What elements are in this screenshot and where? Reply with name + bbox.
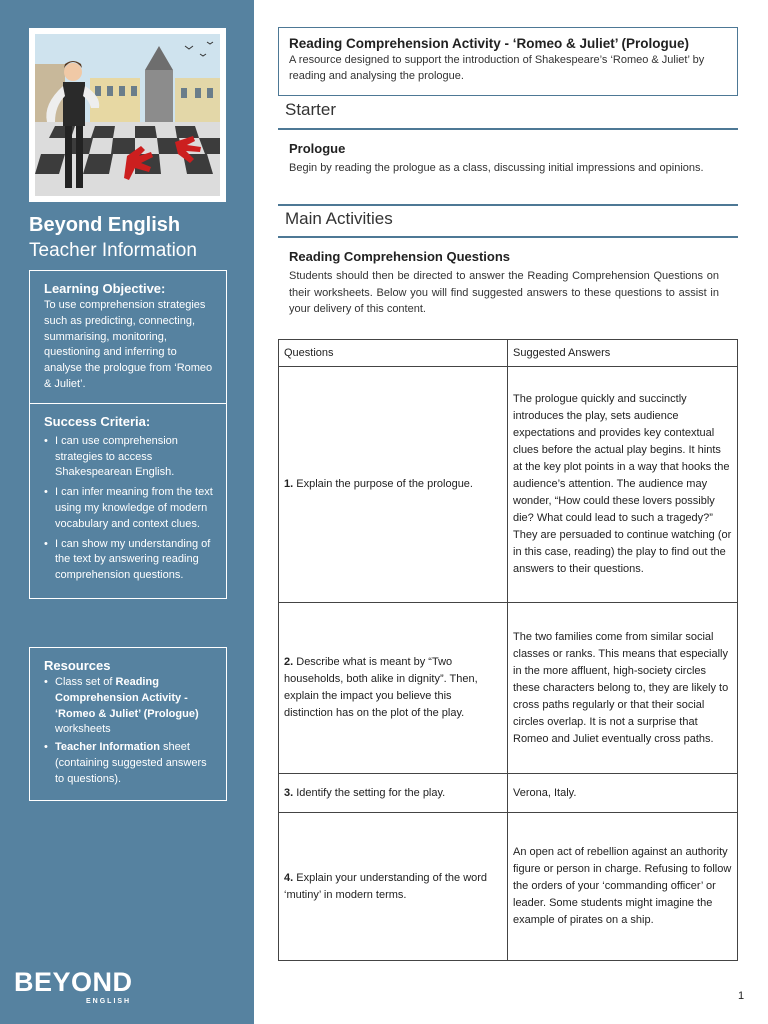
title-box [278,27,738,96]
divider [278,128,738,130]
success-criteria-item: • I can infer meaning from the text using my knowledge of modern vocabulary and context clues. [44,485,216,532]
rc-questions-heading: Reading Comprehension Questions [289,249,511,264]
main-activities-heading [278,204,738,238]
column-header-questions: Questions [279,340,508,367]
page-description: A resource designed to support the introduction of Shakespeare’s ‘Romeo & Juliet’ by reading and analysing the prologue. [289,54,705,82]
resources-heading: Resources [44,658,111,673]
success-criteria-item: • I can use comprehension strategies to access Shakespearean English. [44,434,216,481]
question-number: 4. [284,871,294,884]
logo-subtext: ENGLISH [86,998,132,1005]
sidebar [0,0,254,1024]
starter-heading [278,100,738,130]
question-number: 1. [284,478,294,490]
brand-title: Beyond English [29,214,181,236]
learning-objective [30,271,226,403]
table-row [279,774,738,813]
question-cell [279,774,508,813]
prologue-heading: Prologue [289,141,346,156]
answer-cell: Verona, Italy. [508,774,738,813]
objectives-box [29,270,227,599]
resources [30,648,226,800]
question-number: 2. [284,656,294,668]
question-cell [279,603,508,774]
learning-objective-text: To use comprehension strategies such as predicting, connecting, summarising, monitoring, questioning and inferring to analyse the prologue from ‘Romeo & Juliet’. [44,299,213,390]
resources-box [29,647,227,801]
success-criteria-item: • I can show my understanding of the text by answering reading comprehension questions. [44,537,216,584]
resource-item-bold: Teacher Information [55,741,160,754]
starter-heading-text: Starter [285,100,337,119]
divider [278,236,738,238]
question-cell [279,367,508,603]
logo-word: BEYOND [14,967,133,997]
success-criteria [30,403,226,598]
qa-table [278,339,738,961]
resource-item-text: sheet (containing suggested answers to questions). [55,741,207,785]
resource-item-text: worksheets [55,723,111,736]
table-row [279,813,738,961]
beyond-english-logo [14,967,133,1005]
question-text: Describe what is meant by “Two households, both alike in dignity”. Then, explain the impact you believe this distinction has on the plot of the play. [284,656,478,719]
prologue-section [289,140,719,177]
main-activities-heading-text: Main Activities [285,209,393,228]
page-title: Reading Comprehension Activity - ‘Romeo & Juliet’ (Prologue) [289,36,690,51]
question-text: Explain the purpose of the prologue. [293,478,473,490]
brand-subtitle: Teacher Information [29,240,197,261]
learning-objective-heading: Learning Objective: [44,281,166,296]
resource-item [44,675,216,738]
divider [278,204,738,206]
table-row [279,367,738,603]
rc-questions-text: Students should then be directed to answer the Reading Comprehension Questions on their worksheets. Below you will find suggested answers to these questions to assist in your delivery of this content. [289,270,719,315]
success-criteria-heading: Success Criteria: [44,413,151,429]
question-text: Identify the setting for the play. [293,786,446,799]
table-row [279,603,738,774]
answer-cell: The two families come from similar social classes or ranks. This means that especially in the more affluent, high-society circles these characters belong to, they are likely to cross paths regularly or that their social circles overlap. It is not a surprise that Romeo and Juliet eventually cross paths. [508,603,738,774]
romeo-illustration [29,28,226,202]
resource-item-text: Class set of [55,676,116,688]
question-number: 3. [284,786,294,799]
answer-cell: The prologue quickly and succinctly introduces the play, sets audience expectations and provides key contextual clues before the actual play begins. It hints at the key plot points in a way that hooks the audience’s attention. The audience may wonder, “How could these lovers possibly die? What could lead to such a tragedy?” They are persuaded to continue watching (or in this case, reading) the play to find out the answers to their questions. [508,367,738,603]
answer-cell: An open act of rebellion against an authority figure or person in charge. Refusing to follow the orders of your ‘commanding officer’ or leader. Some students might imagine the example of pirates on a ship. [508,813,738,961]
question-text: Explain your understanding of the word ‘mutiny’ in modern terms. [284,871,488,901]
prologue-text: Begin by reading the prologue as a class, discussing initial impressions and opinions. [289,162,704,174]
page-number: 1 [738,990,745,1002]
rc-questions-section [289,248,719,318]
resources-list [44,675,216,788]
success-criteria-list [44,434,216,584]
sidebar-brand [29,212,197,264]
resource-item-bold: Reading Comprehension Activity - ‘Romeo & Juliet’ (Prologue) [55,676,199,720]
resource-item [44,740,216,787]
column-header-answers: Suggested Answers [508,340,738,367]
table-header-row [279,340,738,367]
question-cell [279,813,508,961]
romeo-scene-image [35,34,220,196]
